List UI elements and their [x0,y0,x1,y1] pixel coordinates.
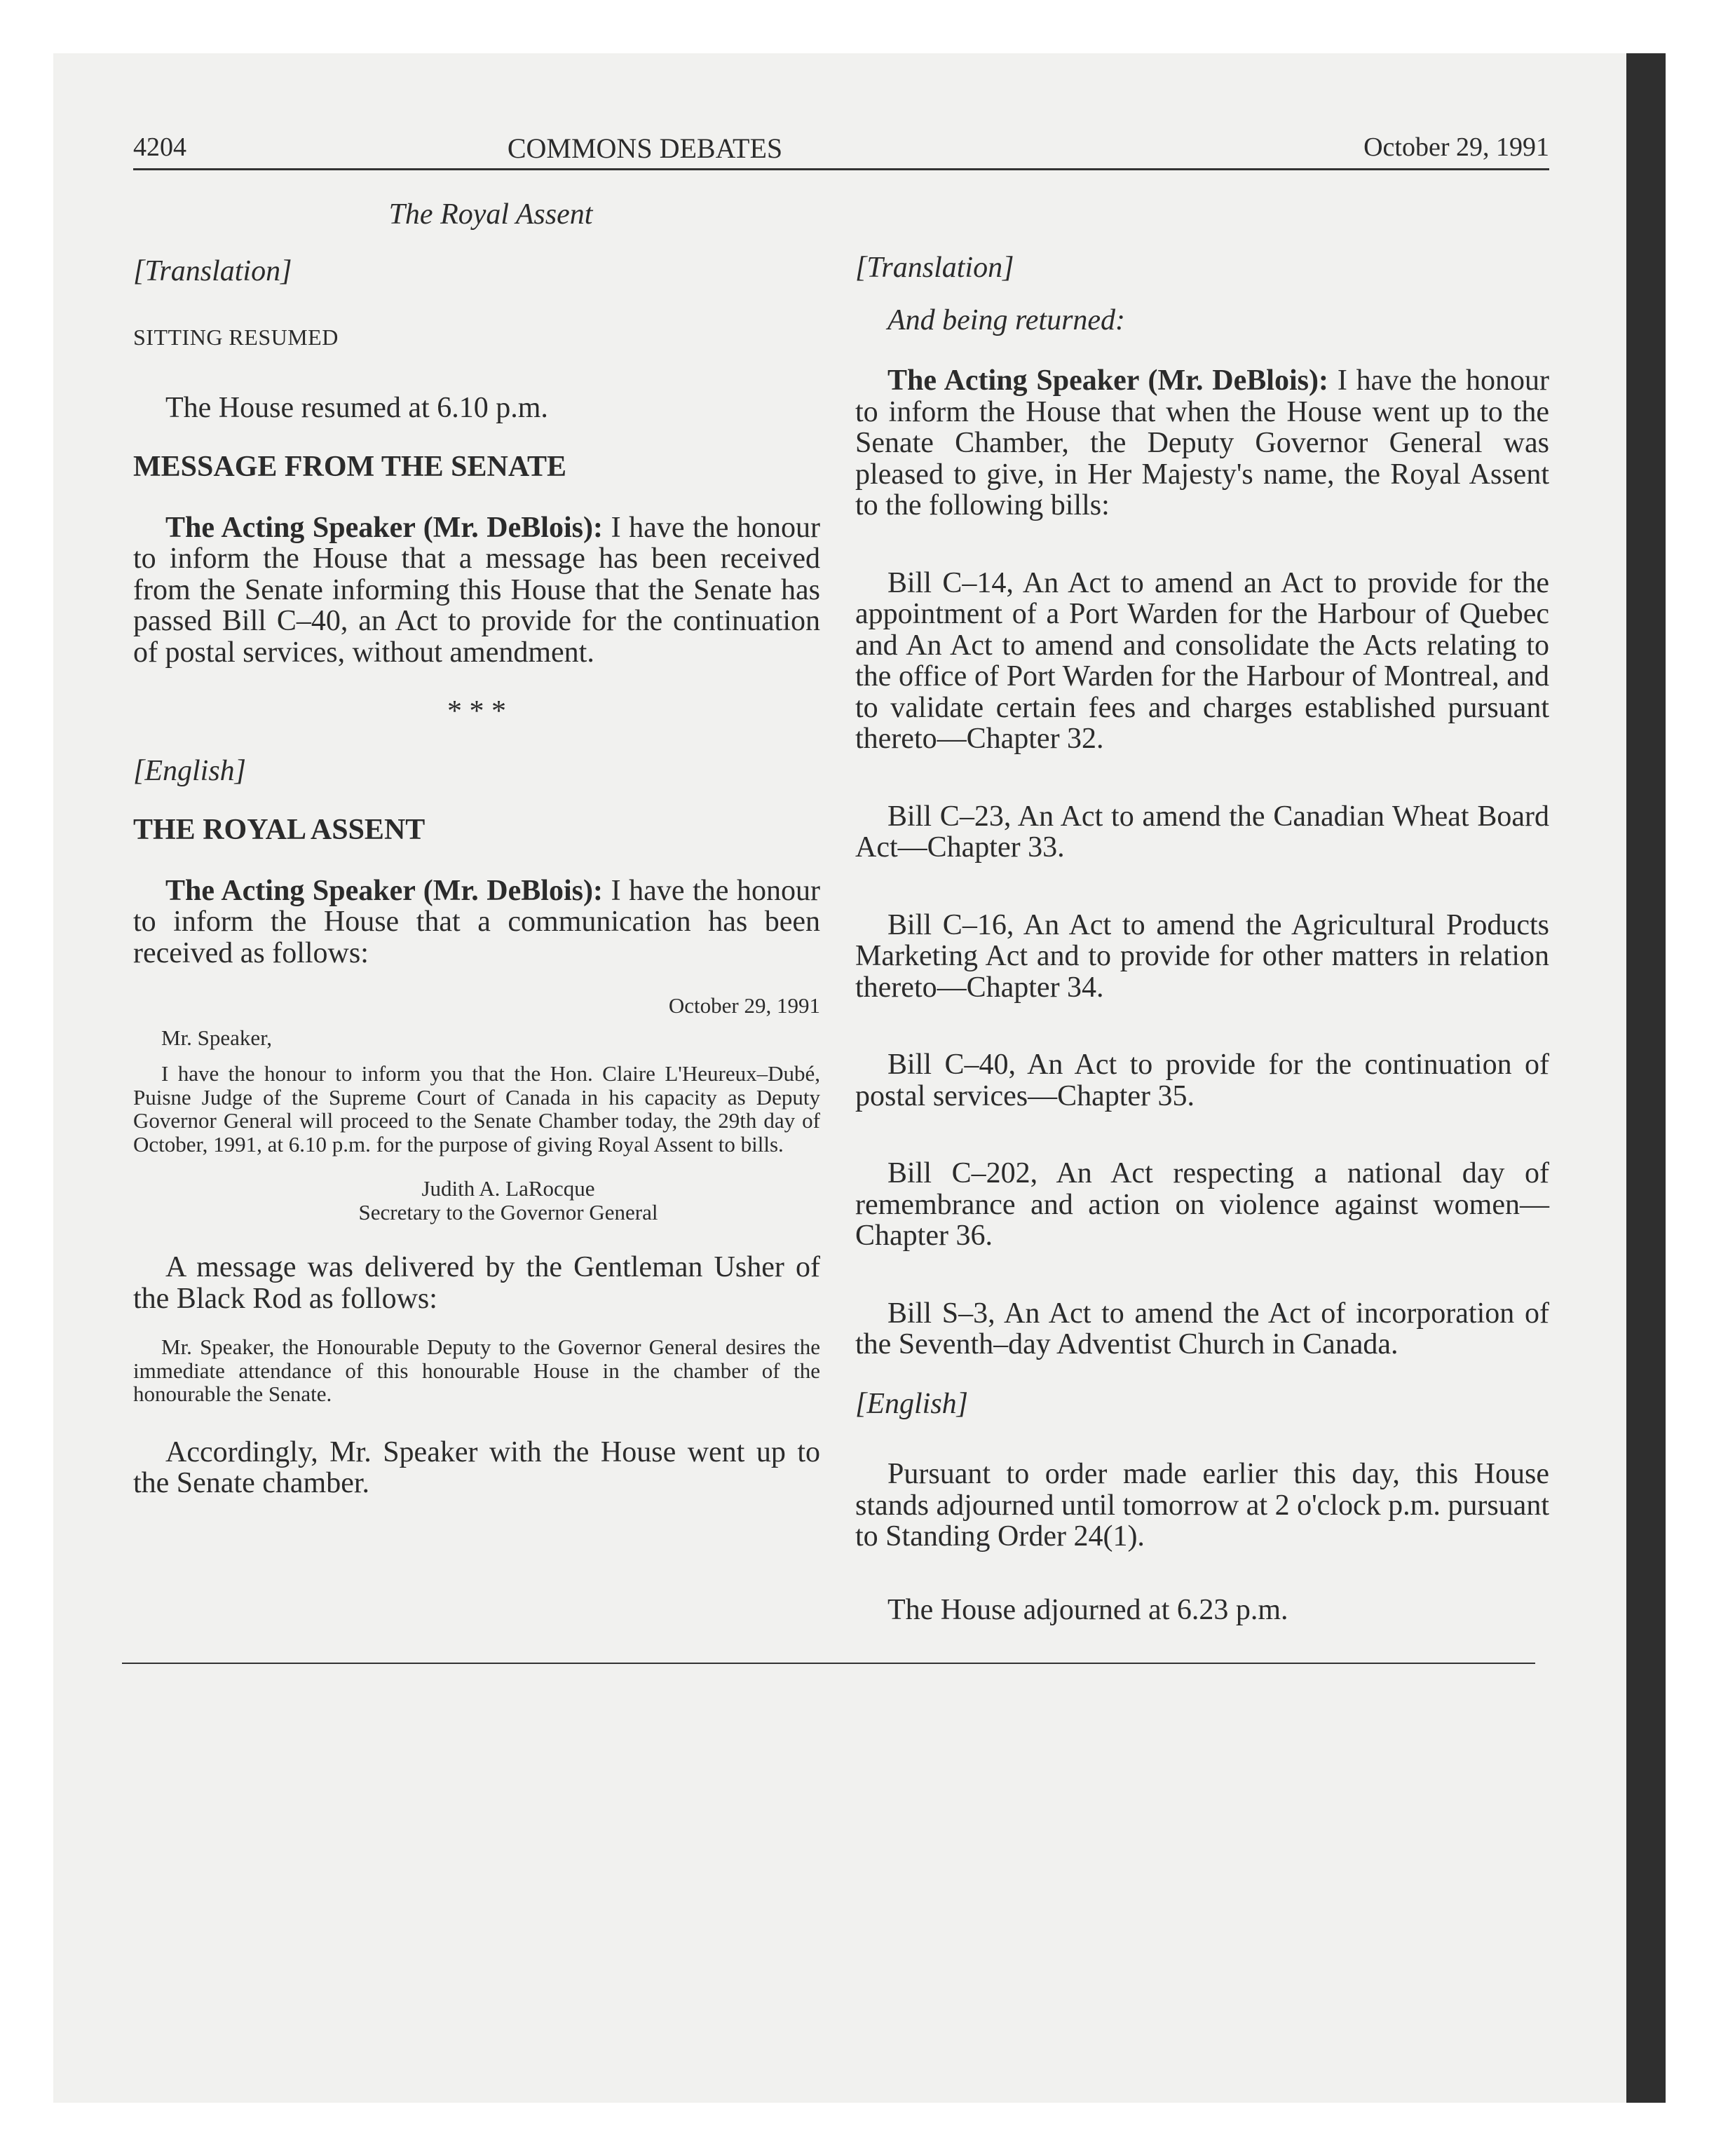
bill-item: Bill S–3, An Act to amend the Act of incorporation of the Seventh–day Adventist Church in Canada. [855,1297,1549,1360]
translation-label: [Translation] [133,254,292,287]
header-rule [133,168,1549,170]
senate-message-heading: MESSAGE FROM THE SENATE [133,451,567,483]
usher-message: Mr. Speaker, the Honourable Deputy to the Governor General desires the immediate attendance of this honourable House in the chamber of the honourable the Senate. [133,1335,820,1406]
left-column [133,199,820,1499]
usher-paragraph: A message was delivered by the Gentleman Usher of the Black Rod as follows: [133,1251,820,1315]
speaker-name: The Acting Speaker (Mr. DeBlois): [887,364,1328,397]
adjourned-text: The House adjourned at 6.23 p.m. [887,1593,1288,1626]
assent-report-paragraph [855,365,1549,521]
accordingly-paragraph: Accordingly, Mr. Speaker with the House went up to the Senate chamber. [133,1435,820,1499]
senate-message-text: I have the honour to inform the House that a message has been received from the Senate informing this House that the Senate has passed Bill C–40, an Act to provide for the continuation of postal services, without amendment. [133,511,820,669]
senate-message-paragraph [133,512,820,669]
letter-date: October 29, 1991 [668,993,820,1018]
running-head: The Royal Assent [388,198,593,231]
adjournment-paragraph: Pursuant to order made earlier this day, this House stands adjourned until tomorrow at 2 o'clock p.m. pursuant to Standing Order 24(1). [855,1458,1549,1553]
right-column [855,252,1549,1625]
assent-report-text: I have the honour to inform the House that when the House went up to the Senate Chamber, the Deputy Governor General was pleased to give, in Her Majesty's name, the Royal Assent to the following bills: [855,364,1549,521]
sitting-resumed-heading: SITTING RESUMED [133,325,339,350]
publication-title: COMMONS DEBATES [507,132,783,164]
english-label: [English] [855,1387,969,1420]
translation-label: [Translation] [855,252,1014,284]
speaker-name: The Acting Speaker (Mr. DeBlois): [165,874,603,907]
footer-rule [122,1663,1535,1664]
letter-block [133,994,820,1224]
bill-item: Bill C–40, An Act to provide for the continuation of postal services—Chapter 35. [855,1049,1549,1112]
bill-item: Bill C–16, An Act to amend the Agricultural Products Marketing Act and to provide for other matters in relation thereto—Chapter 34. [855,908,1549,1004]
letter-body: I have the honour to inform you that the Hon. Claire L'Heureux–Dubé, Puisne Judge of the Supreme Court of Canada in his capacity as Deputy Governor General will proceed to the Senate Chamber today, the 29th day of October, 1991, at 6.10 p.m. for the purpose of giving Royal Assent to bills. [133,1061,820,1157]
document-page [133,0,1549,2156]
usher-message-block [133,1335,820,1406]
english-label: [English] [133,754,247,787]
royal-assent-text: I have the honour to inform the House that a communication has been received as follows: [133,874,820,969]
letter-signer: Judith A. LaRocque [421,1176,595,1201]
letter-salutation: Mr. Speaker, [161,1025,273,1050]
bill-item: Bill C–202, An Act respecting a national day of remembrance and action on violence against women—Chapter 36. [855,1157,1549,1252]
section-asterisks: * * * [447,695,506,728]
resumed-text: The House resumed at 6.10 p.m. [165,391,548,424]
speaker-name: The Acting Speaker (Mr. DeBlois): [165,511,603,544]
bill-item: Bill C–23, An Act to amend the Canadian Wheat Board Act—Chapter 33. [855,800,1549,864]
page-edge-shadow [1626,53,1666,2103]
letter-signer-title: Secretary to the Governor General [358,1199,658,1224]
royal-assent-heading: THE ROYAL ASSENT [133,814,426,846]
royal-assent-paragraph [133,875,820,969]
bill-item: Bill C–14, An Act to amend an Act to provide for the appointment of a Port Warden for the Harbour of Quebec and An Act to amend and consolidate the Acts relating to the office of Port Warden for the Harbour of Montreal, and to validate certain fees and charges established pursuant thereto—Chapter 32. [855,566,1549,755]
header-date: October 29, 1991 [1363,132,1549,162]
returned-text: And being returned: [887,303,1126,336]
page-number: 4204 [133,132,186,162]
